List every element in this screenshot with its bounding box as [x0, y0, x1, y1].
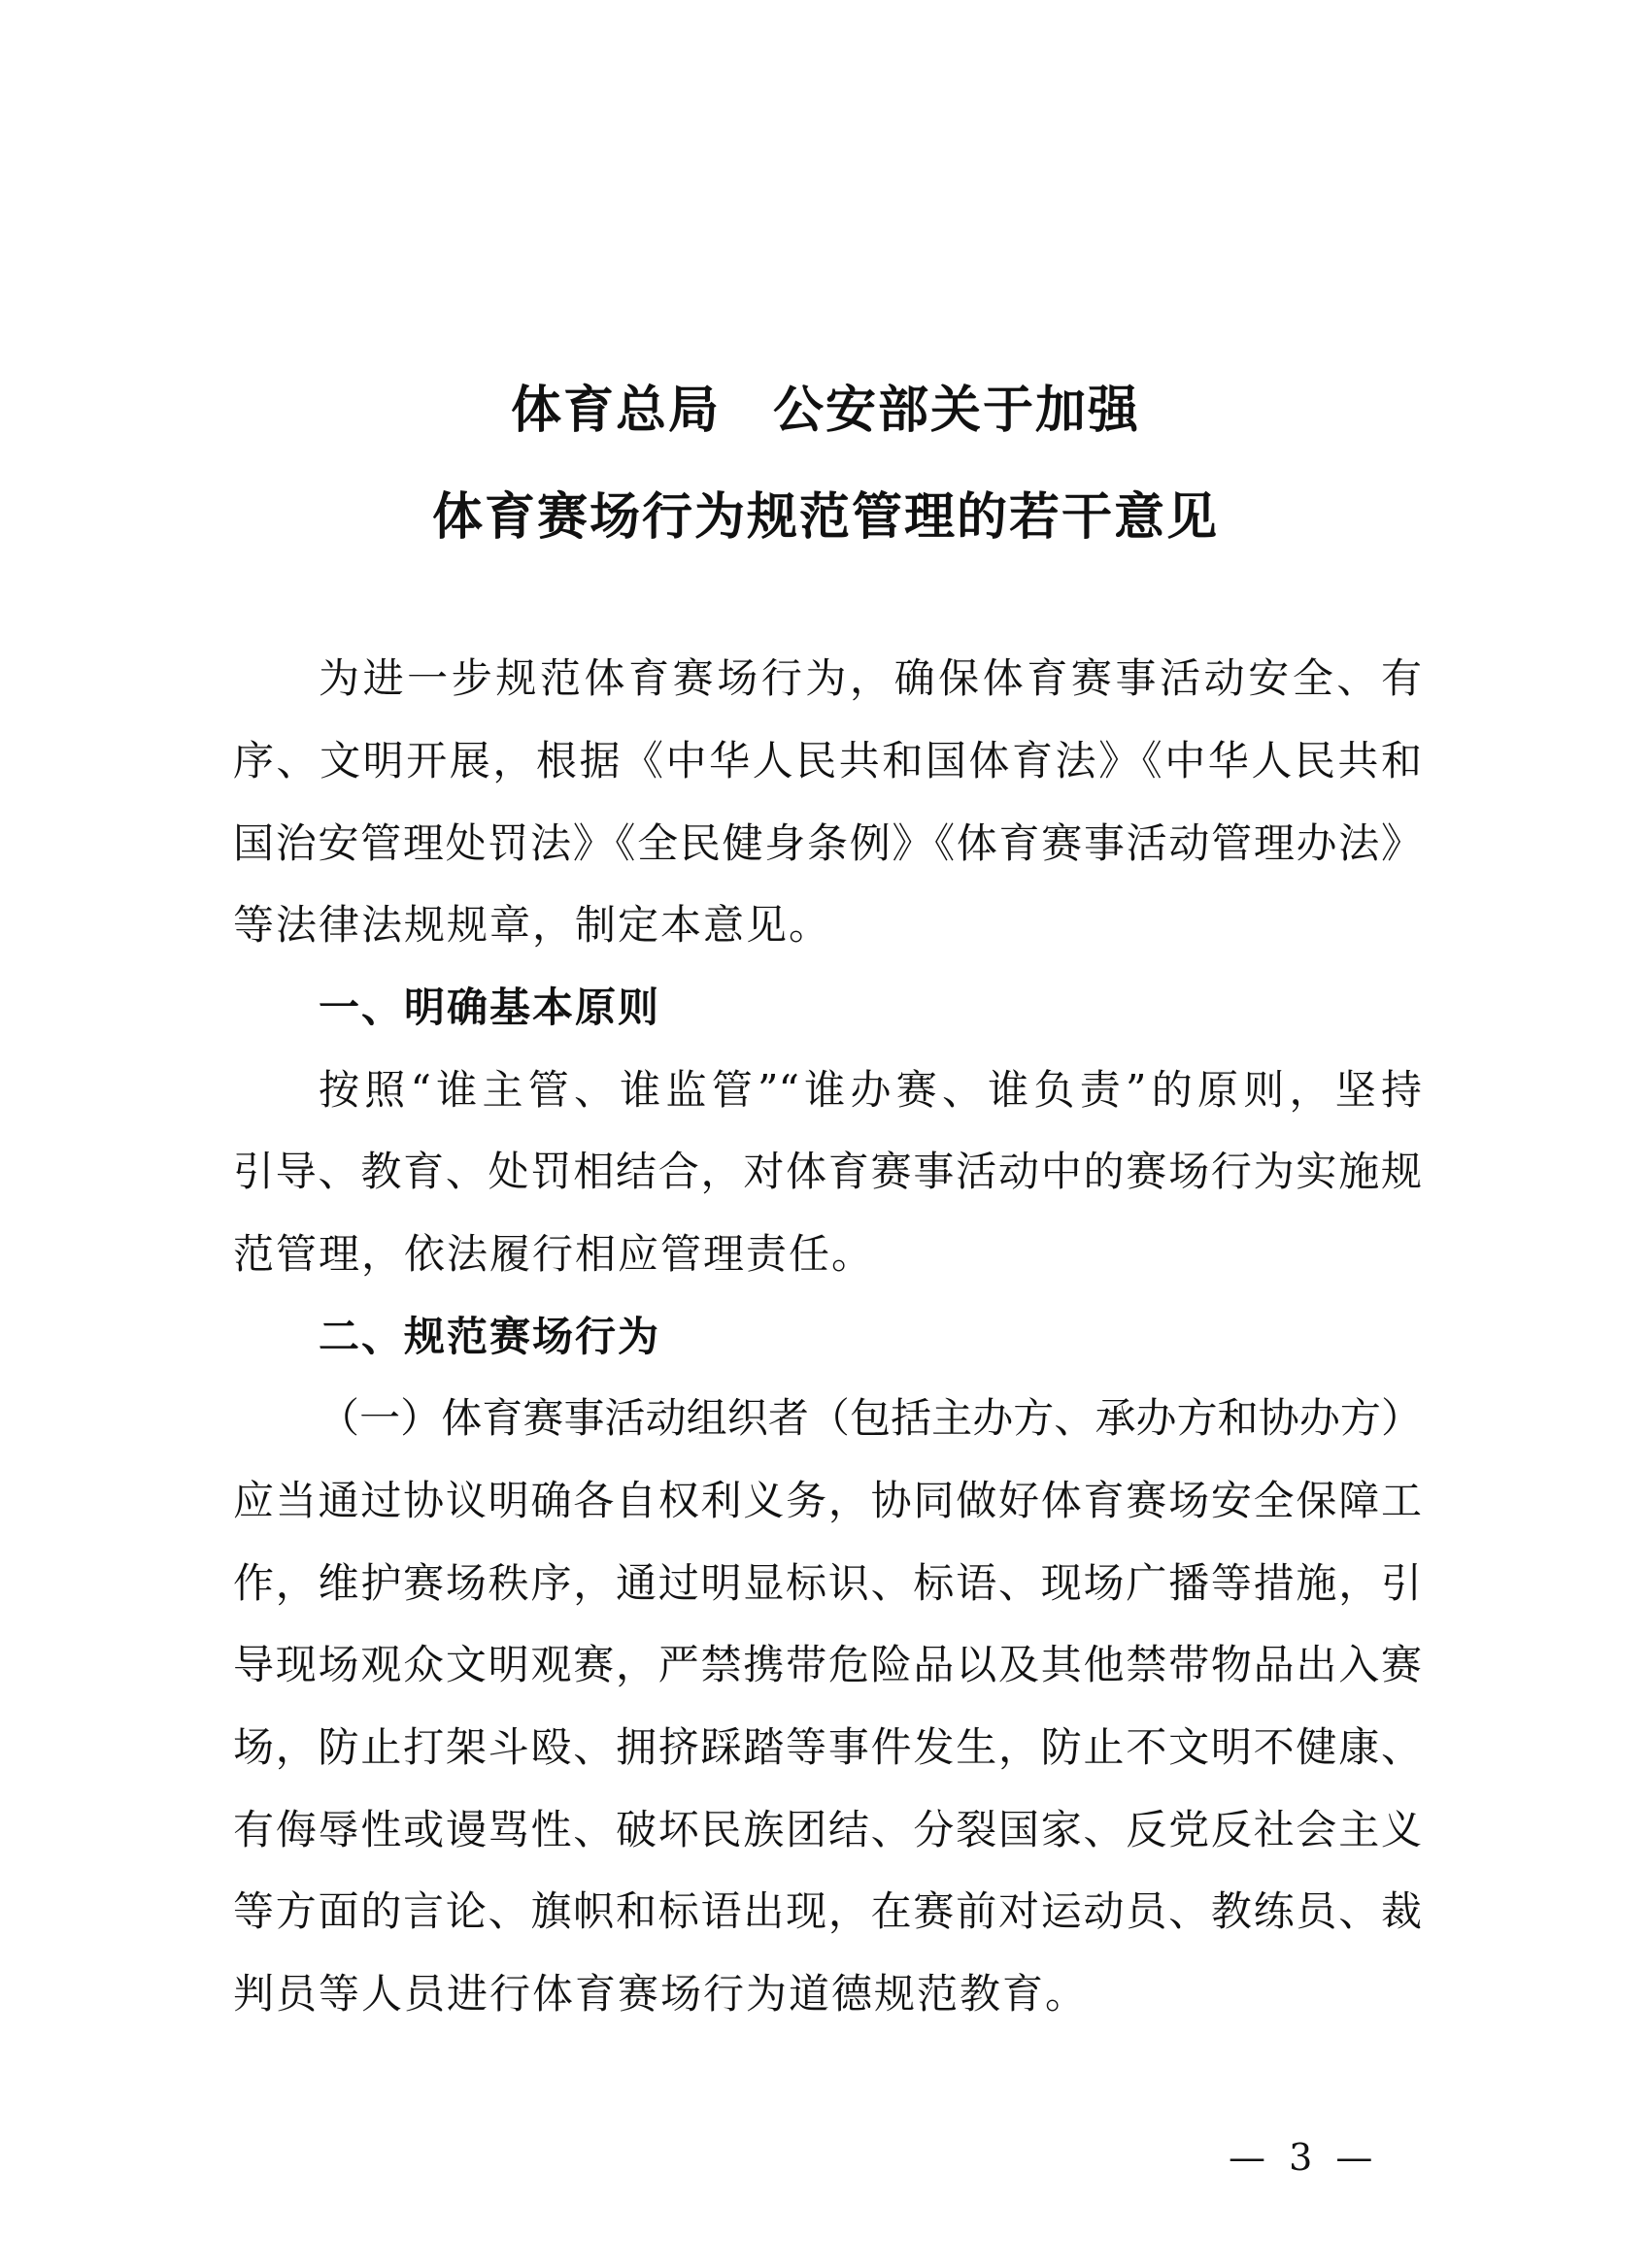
paragraph-line: 引导、教育、处罚相结合，对体育赛事活动中的赛场行为实施规 — [233, 1148, 1422, 1195]
document-title-line-2: 体育赛场行为规范管理的若干意见 — [431, 488, 1219, 547]
paragraph-line: 为进一步规范体育赛场行为，确保体育赛事活动安全、有 — [319, 654, 1422, 702]
paragraph-line: 判员等人员进行体育赛场行为道德规范教育。 — [233, 1970, 1089, 2018]
section-heading: 二、规范赛场行为 — [319, 1313, 661, 1360]
section-heading: 一、明确基本原则 — [319, 984, 661, 1031]
paragraph-line: 等法律法规规章，制定本意见。 — [233, 901, 832, 949]
page-number: — 3 — — [1229, 2136, 1379, 2179]
paragraph-line: 作，维护赛场秩序，通过明显标识、标语、现场广播等措施，引 — [233, 1559, 1422, 1607]
paragraph-line: 序、文明开展，根据《中华人民共和国体育法》《中华人民共和 — [233, 737, 1422, 784]
document-title-line-1: 体育总局 公安部关于加强 — [510, 382, 1140, 440]
paragraph-line: 场，防止打架斗殴、拥挤踩踏等事件发生，防止不文明不健康、 — [233, 1723, 1422, 1771]
paragraph-line: 有侮辱性或谩骂性、破坏民族团结、分裂国家、反党反社会主义 — [233, 1806, 1422, 1853]
paragraph-line: 范管理，依法履行相应管理责任。 — [233, 1230, 875, 1278]
paragraph-line: （一）体育赛事活动组织者（包括主办方、承办方和协办方） — [319, 1394, 1422, 1442]
paragraph-line: 国治安管理处罚法》《全民健身条例》《体育赛事活动管理办法》 — [233, 819, 1422, 867]
paragraph-line: 应当通过协议明确各自权利义务，协同做好体育赛场安全保障工 — [233, 1477, 1422, 1524]
paragraph-line: 等方面的言论、旗帜和标语出现，在赛前对运动员、教练员、裁 — [233, 1887, 1422, 1935]
paragraph-line: 按照“谁主管、谁监管”“谁办赛、谁负责”的原则，坚持 — [319, 1066, 1422, 1114]
paragraph-line: 导现场观众文明观赛，严禁携带危险品以及其他禁带物品出入赛 — [233, 1641, 1422, 1688]
